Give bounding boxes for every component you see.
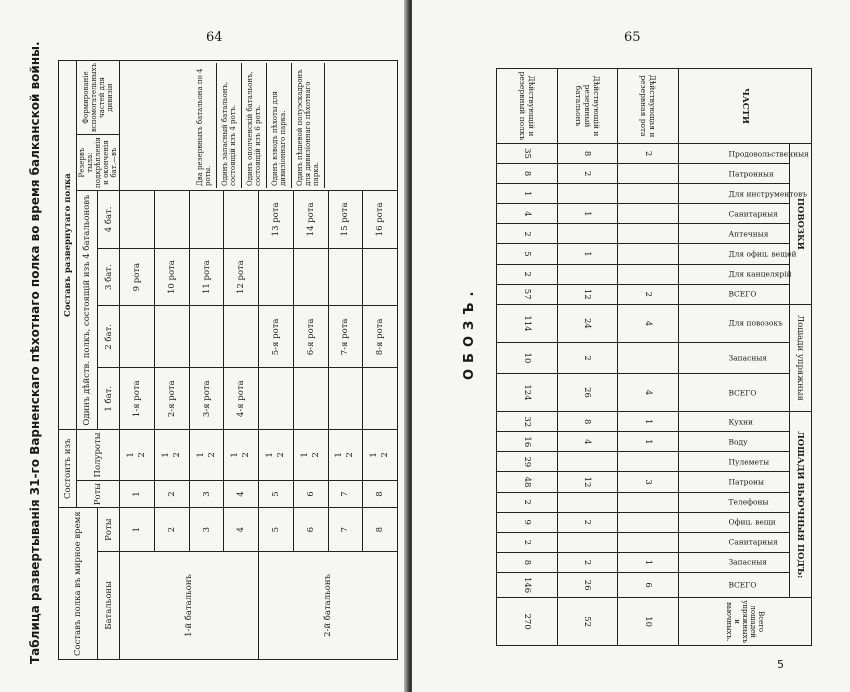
row-value: 35 — [497, 144, 558, 164]
consists-of-header: Состоитъ изъ — [59, 430, 77, 508]
row-value — [618, 452, 679, 472]
row-value: 24 — [557, 304, 618, 342]
row-value — [618, 184, 679, 204]
reserve-note: Два резервныхъ батальона по 4 роты. — [192, 63, 217, 188]
column-header-text: Телефоны — [728, 497, 769, 507]
company-number: 5 — [259, 508, 294, 552]
bat4-company: 15 рота — [328, 191, 363, 249]
row-value — [618, 224, 679, 244]
half-companies-cell — [224, 430, 259, 481]
row-value: 1 — [618, 432, 679, 452]
group-povozki: ПОВОЗКИ — [789, 144, 811, 305]
half-company-value: 2 — [206, 452, 217, 458]
bat1-empty — [363, 368, 398, 430]
group-pack: ЛОШАДИ ВЬЮЧНЫЯ ПОДЪ: — [789, 412, 811, 598]
bat4-empty — [189, 191, 224, 249]
row-value — [557, 184, 618, 204]
row-value: 6 — [618, 572, 679, 597]
row-value: 3 — [618, 472, 679, 492]
half-companies-cell — [363, 430, 398, 481]
row-value: 1 — [497, 184, 558, 204]
group-total: Всего лошадей упряжныхъ и вьючныхъ. — [678, 598, 811, 646]
row-value: 4 — [618, 304, 679, 342]
row-value: 2 — [557, 512, 618, 532]
bat1-company: 2-я рота — [154, 368, 189, 430]
battalions-header: Батальоны — [97, 551, 119, 659]
row-value: 270 — [497, 598, 558, 646]
consists-company: 7 — [328, 480, 363, 508]
row-value: 124 — [497, 373, 558, 411]
consists-company: 2 — [154, 480, 189, 508]
half-companies-cell — [328, 430, 363, 481]
column-header — [678, 572, 789, 597]
column-header-text: Пулеметы — [728, 457, 769, 467]
half-company-value: 2 — [345, 452, 356, 458]
consists-company: 3 — [189, 480, 224, 508]
row-value: 1 — [618, 552, 679, 572]
half-company-value: 2 — [275, 452, 286, 458]
row-value: 26 — [557, 373, 618, 411]
company-number: 3 — [189, 508, 224, 552]
column-header — [678, 432, 789, 452]
row-value — [557, 224, 618, 244]
deployed-header: Составъ развернутаго полка — [59, 61, 77, 430]
half-companies-cell — [293, 430, 328, 481]
column-header-text: ВСЕГО — [728, 580, 757, 590]
column-header — [678, 373, 789, 411]
column-header — [678, 224, 789, 244]
column-header — [678, 552, 789, 572]
right-page — [412, 0, 850, 692]
half-companies-cell — [154, 430, 189, 481]
company-number: 7 — [328, 508, 363, 552]
column-header-text: Санитарныя — [728, 537, 778, 547]
row-value: 5 — [497, 244, 558, 264]
row-value: 8 — [497, 552, 558, 572]
column-header — [678, 343, 789, 374]
half-company-value: 2 — [380, 452, 391, 458]
consists-company: 6 — [293, 480, 328, 508]
column-header-text: Воду — [728, 437, 748, 447]
page-number-right: 65 — [624, 30, 641, 45]
company-number: 6 — [293, 508, 328, 552]
corner-page-number: 5 — [777, 658, 784, 671]
row-value: 9 — [497, 512, 558, 532]
row-value: 4 — [497, 204, 558, 224]
column-header-text: Для инструментовъ — [728, 189, 807, 199]
half-company-value: 2 — [171, 452, 182, 458]
group-horses: Лошади упряжныя — [789, 304, 811, 411]
half-company-value: 1 — [230, 452, 241, 458]
bat3-empty — [293, 248, 328, 306]
bat1-company: 4-я рота — [224, 368, 259, 430]
column-header-text: Продовольственныя — [728, 149, 809, 159]
half-company-value: 2 — [310, 452, 321, 458]
column-header-text: ВСЕГО — [728, 388, 757, 397]
column-header-text: Для повозокъ — [728, 318, 783, 328]
column-header-text: Санитарныя — [728, 209, 778, 219]
row-value: 16 — [497, 432, 558, 452]
column-header — [678, 244, 797, 264]
half-company-value: 1 — [160, 452, 171, 458]
column-header — [678, 452, 789, 472]
row-value: 8 — [497, 164, 558, 184]
row-value: 2 — [557, 552, 618, 572]
bat4-company: 14 рота — [293, 191, 328, 249]
row-value — [618, 492, 679, 512]
bat4-empty — [120, 191, 155, 249]
half-company-value: 1 — [369, 452, 380, 458]
row-value — [618, 264, 679, 284]
reserve-note: Одинъ запасный батальонъ, состоящій изъ 4 ротъ. — [217, 63, 242, 188]
row-value: 8 — [557, 144, 618, 164]
reserve-note: Одинъ ополченскій батальонъ, состоящій изъ 6 ротъ. — [242, 63, 267, 188]
row-value: 57 — [497, 284, 558, 304]
row-label: Дѣйствующій и резервный полкъ — [497, 69, 558, 144]
parts-header: ЧАСТИ — [678, 69, 811, 144]
bat2-empty — [224, 306, 259, 368]
deployment-table — [58, 60, 398, 660]
bat1-header: 1 бат. — [97, 368, 119, 430]
left-page — [0, 0, 408, 692]
bat3-empty — [328, 248, 363, 306]
company-number: 4 — [224, 508, 259, 552]
column-header — [678, 472, 789, 492]
bat3-company: 12 рота — [224, 248, 259, 306]
row-value: 48 — [497, 472, 558, 492]
column-header-text: Кухни — [728, 417, 753, 427]
forming-header: Формированіе вспомогательныхъ частей для дивизіи — [77, 61, 120, 135]
table-title: Таблица развертыванія 31-го Варненскаго пѣхотнаго полка во время балканской войны. — [28, 41, 42, 664]
column-header — [678, 284, 789, 304]
row-value: 2 — [618, 144, 679, 164]
consists-company: 4 — [224, 480, 259, 508]
row-value: 2 — [497, 264, 558, 284]
half-company-value: 2 — [241, 452, 252, 458]
column-header-text: Патронныя — [728, 169, 774, 179]
row-value — [557, 452, 618, 472]
row-value: 2 — [497, 532, 558, 552]
column-header-text: ВСЕГО — [728, 289, 757, 299]
column-header — [678, 512, 789, 532]
row-value — [618, 204, 679, 224]
row-value: 146 — [497, 572, 558, 597]
companies-header: Роты — [97, 508, 119, 552]
row-value: 8 — [557, 412, 618, 432]
half-companies-header: Полуроты — [77, 430, 120, 481]
company-number: 8 — [363, 508, 398, 552]
battalion-label: 2-й батальонъ — [259, 551, 398, 659]
bat1-empty — [328, 368, 363, 430]
bat4-company: 13 рота — [259, 191, 294, 249]
bat2-header: 2 бат. — [97, 306, 119, 368]
section-title-oboz: ОБОЗЪ. — [462, 285, 477, 380]
column-header — [678, 412, 789, 432]
bat3-company: 10 рота — [154, 248, 189, 306]
row-value: 29 — [497, 452, 558, 472]
consists-company: 8 — [363, 480, 398, 508]
half-company-value: 1 — [264, 452, 275, 458]
column-header — [678, 164, 789, 184]
bat1-empty — [293, 368, 328, 430]
bat1-company: 1-я рота — [120, 368, 155, 430]
column-header-text: Запасныя — [728, 353, 767, 363]
column-header — [678, 264, 792, 284]
reserve-header: Резервъ тыла: подкрѣпленія и оконченія бат.—въ — [77, 135, 120, 191]
page-number-left: 64 — [206, 30, 223, 45]
row-value: 4 — [557, 432, 618, 452]
bat1-empty — [259, 368, 294, 430]
row-value: 10 — [618, 598, 679, 646]
half-company-value: 1 — [299, 452, 310, 458]
row-value: 1 — [557, 204, 618, 224]
bat2-company: 5-я рота — [259, 306, 294, 368]
row-value: 52 — [557, 598, 618, 646]
consists-company: 5 — [259, 480, 294, 508]
half-company-value: 1 — [126, 452, 137, 458]
reserve-notes — [120, 61, 398, 191]
column-header-text: Аптечныя — [728, 229, 769, 239]
row-value — [618, 512, 679, 532]
row-value — [618, 244, 679, 264]
column-header-text: Офиц. вещи — [728, 517, 776, 527]
bat4-empty — [224, 191, 259, 249]
half-company-value: 2 — [137, 452, 148, 458]
bat3-empty — [259, 248, 294, 306]
column-header — [678, 304, 789, 342]
reserve-note: Одинъ пѣшевой полуэскадронъ для дивизіоннаго пѣхотнаго парка. — [292, 63, 325, 188]
bat2-company: 8-я рота — [363, 306, 398, 368]
row-value — [618, 343, 679, 374]
column-header — [678, 492, 789, 512]
column-header — [678, 144, 809, 164]
active-troops-header: Одинъ дѣйств. полкъ, состоящій изъ 4 батальоновъ — [77, 191, 97, 430]
companies-header-2: Роты — [77, 480, 120, 508]
row-value — [618, 164, 679, 184]
half-companies-cell — [259, 430, 294, 481]
row-value: 10 — [497, 343, 558, 374]
row-value: 4 — [618, 373, 679, 411]
battalion-label: 1-й батальонъ — [120, 551, 259, 659]
column-header — [678, 184, 807, 204]
bat2-company: 6-я рота — [293, 306, 328, 368]
row-value: 12 — [557, 472, 618, 492]
column-header-text: Запасныя — [728, 557, 767, 567]
column-header-text: Для канцелярій — [728, 269, 792, 279]
bat3-empty — [363, 248, 398, 306]
row-value — [557, 264, 618, 284]
bat2-empty — [189, 306, 224, 368]
column-header-text: Патроны — [728, 477, 764, 487]
consists-company: 1 — [120, 480, 155, 508]
bat4-empty — [154, 191, 189, 249]
row-label: Дѣйствующая и резервная рота — [618, 69, 679, 144]
bat2-empty — [120, 306, 155, 368]
row-value — [557, 532, 618, 552]
row-value: 12 — [557, 284, 618, 304]
column-header — [678, 532, 789, 552]
column-header-text: Для офиц. вещей — [728, 249, 797, 259]
bat2-company: 7-я рота — [328, 306, 363, 368]
peace-composition-header: Составъ полка въ мирное время — [59, 508, 98, 660]
bat4-company: 16 рота — [363, 191, 398, 249]
company-number: 1 — [120, 508, 155, 552]
row-value — [557, 492, 618, 512]
oboz-table — [496, 68, 812, 646]
half-companies-cell — [120, 430, 155, 481]
bat2-empty — [154, 306, 189, 368]
row-value: 32 — [497, 412, 558, 432]
row-value: 2 — [618, 284, 679, 304]
column-header — [678, 204, 789, 224]
row-value: 2 — [557, 343, 618, 374]
row-value: 2 — [497, 224, 558, 244]
bat4-header: 4 бат. — [97, 191, 119, 249]
half-company-value: 1 — [195, 452, 206, 458]
row-value: 1 — [618, 412, 679, 432]
row-value — [618, 532, 679, 552]
company-number: 2 — [154, 508, 189, 552]
bat3-header: 3 бат. — [97, 248, 119, 306]
bat3-company: 11 рота — [189, 248, 224, 306]
row-value: 26 — [557, 572, 618, 597]
row-label: Дѣйствующій и резервный батальонъ — [557, 69, 618, 144]
half-company-value: 1 — [334, 452, 345, 458]
row-value: 2 — [557, 164, 618, 184]
reserve-note: Одинъ взводъ пѣхоты для дивизіоннаго парка. — [267, 63, 292, 188]
bat3-company: 9 рота — [120, 248, 155, 306]
half-companies-cell — [189, 430, 224, 481]
row-value: 2 — [497, 492, 558, 512]
row-value: 1 — [557, 244, 618, 264]
bat1-company: 3-я рота — [189, 368, 224, 430]
row-value: 114 — [497, 304, 558, 342]
